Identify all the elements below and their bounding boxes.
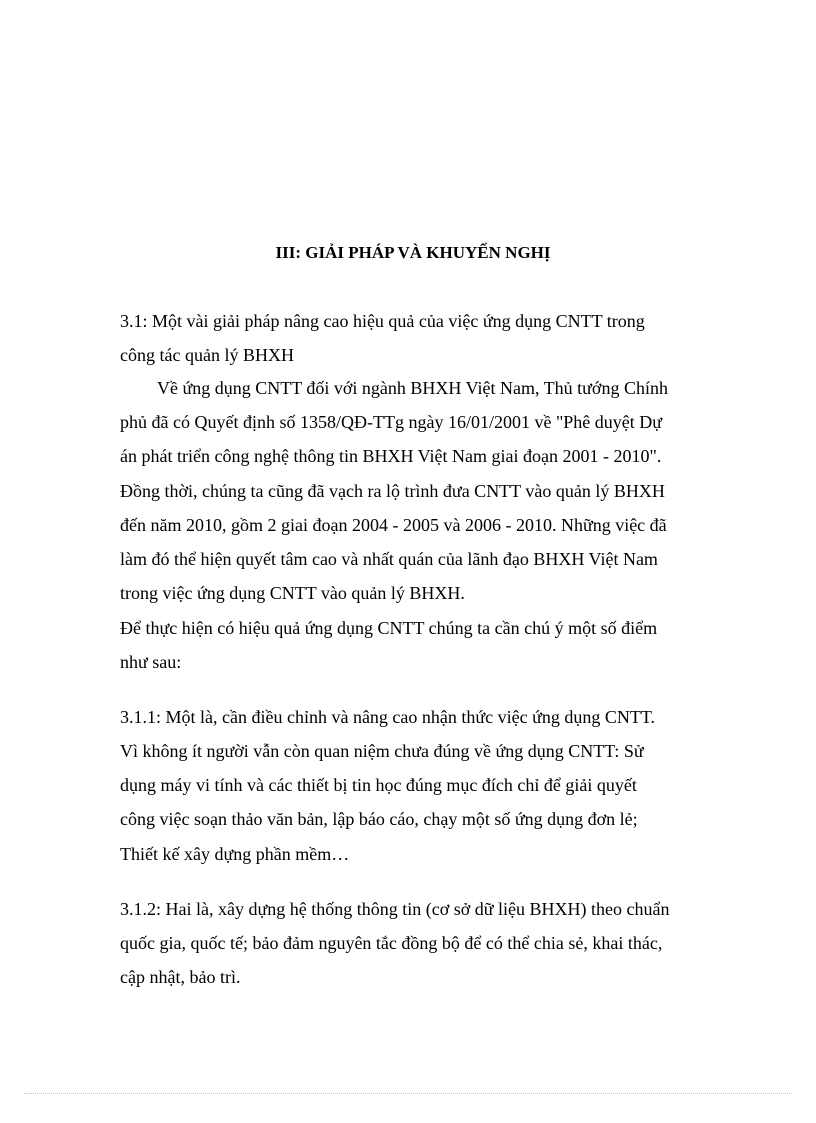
section-3-1-2-line: 3.1.2: Hai là, xây dựng hệ thống thông tin (cơ sở dữ liệu BHXH) theo chuẩn [120,899,670,919]
paragraph-line: phủ đã có Quyết định số 1358/QĐ-TTg ngày 16/01/2001 về "Phê duyệt Dự [120,412,663,432]
section-3-1-line: công tác quản lý BHXH [120,345,294,365]
paragraph-line: Về ứng dụng CNTT đối với ngành BHXH Việt Nam, Thủ tướng Chính [157,378,668,398]
section-heading: III: GIẢI PHÁP VÀ KHUYẾN NGHỊ [275,243,551,262]
paragraph-line: trong việc ứng dụng CNTT vào quản lý BHXH. [120,583,465,603]
section-3-1-line: 3.1: Một vài giải pháp nâng cao hiệu quả của việc ứng dụng CNTT trong [120,311,645,331]
paragraph-line: đến năm 2010, gồm 2 giai đoạn 2004 - 2005 và 2006 - 2010. Những việc đã [120,515,667,535]
section-3-1-1-line: 3.1.1: Một là, cần điều chỉnh và nâng cao nhận thức việc ứng dụng CNTT. [120,707,656,727]
paragraph-line: án phát triển công nghệ thông tin BHXH Việt Nam giai đoạn 2001 - 2010". [120,446,662,466]
section-3-1-2-line: cập nhật, bảo trì. [120,967,241,987]
paragraph-line: làm đó thể hiện quyết tâm cao và nhất quán của lãnh đạo BHXH Việt Nam [120,549,658,569]
paragraph-line: Đồng thời, chúng ta cũng đã vạch ra lộ trình đưa CNTT vào quản lý BHXH [120,481,665,501]
section-3-1-1-line: Thiết kế xây dựng phần mềm… [120,844,350,864]
page-bottom-divider [24,1093,792,1094]
paragraph-line: Để thực hiện có hiệu quả ứng dụng CNTT chúng ta cần chú ý một số điểm [120,618,658,638]
section-3-1-2-line: quốc gia, quốc tế; bảo đảm nguyên tắc đồng bộ để có thể chia sẻ, khai thác, [120,933,663,953]
section-3-1-1-line: dụng máy vi tính và các thiết bị tin học đúng mục đích chỉ để giải quyết [120,775,637,795]
section-3-1-1-line: công việc soạn thảo văn bản, lập báo cáo, chạy một số ứng dụng đơn lẻ; [120,809,638,829]
paragraph-line: như sau: [120,652,182,672]
section-3-1-1-line: Vì không ít người vẫn còn quan niệm chưa đúng về ứng dụng CNTT: Sử [120,741,644,761]
